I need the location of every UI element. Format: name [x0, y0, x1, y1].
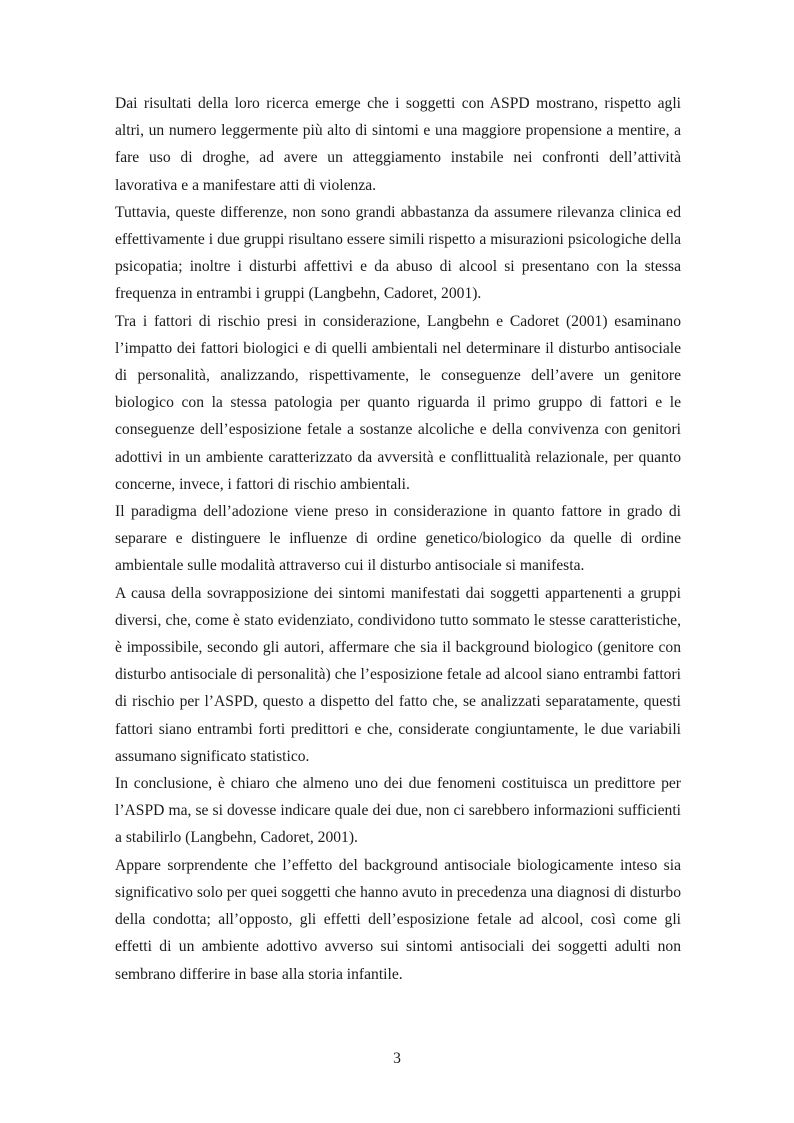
paragraph-differences: Tuttavia, queste differenze, non sono grandi abbastanza da assumere rilevanza clinica ed effettivamente i due gruppi risultano essere simili rispetto a misurazioni psicologiche della psicopatia; inoltre i disturbi affettivi e da abuso di alcool si presentano con la stessa frequenza in entrambi i gruppi (Langbehn, Cadoret, 2001). — [115, 203, 681, 303]
body-text — [115, 90, 681, 988]
paragraph-adoption-paradigm: Il paradigma dell’adozione viene preso in considerazione in quanto fattore in grado di separare e distinguere le influenze di ordine genetico/biologico da quelle di ordine ambientale sulle modalità attraverso cui il disturbo antisociale si manifesta. — [115, 503, 681, 575]
paragraph-biological-background: Appare sorprendente che l’effetto del background antisociale biologicamente inteso sia significativo solo per quei soggetti che hanno avuto in precedenza una diagnosi di disturbo della condotta; all’opposto, gli effetti dell’esposizione fetale ad alcool, così come gli effetti di un ambiente adottivo avverso sui sintomi antisociali dei soggetti adulti non sembrano differire in base alla storia infantile. — [115, 856, 681, 983]
paragraph-symptom-overlap: A causa della sovrapposizione dei sintomi manifestati dai soggetti appartenenti a gruppi diversi, che, come è stato evidenziato, condividono tutto sommato le stesse caratteristiche, è impossibile, secondo gli autori, affermare che sia il background biologico (genitore con disturbo antisociale di personalità) che l’esposizione fetale ad alcool siano entrambi fattori di rischio per l’ASPD, questo a dispetto del fatto che, se analizzati separatamente, questi fattori siano entrambi forti predittori e che, considerate congiuntamente, le due variabili assumano significato statistico. — [115, 584, 681, 765]
paragraph-conclusion: In conclusione, è chiaro che almeno uno dei due fenomeni costituisca un predittore per l’ASPD ma, se si dovesse indicare quale dei due, non ci sarebbero informazioni sufficienti a stabilirlo (Langbehn, Cadoret, 2001). — [115, 775, 681, 847]
page-number: 3 — [393, 1050, 401, 1067]
paragraph-aspd-findings: Dai risultati della loro ricerca emerge che i soggetti con ASPD mostrano, rispetto agli altri, un numero leggermente più alto di sintomi e una maggiore propensione a mentire, a fare uso di droghe, ad avere un atteggiamento instabile nei confronti dell’attività lavorativa e a manifestare atti di violenza. — [115, 95, 681, 194]
paragraph-risk-factors: Tra i fattori di rischio presi in considerazione, Langbehn e Cadoret (2001) esaminano l’impatto dei fattori biologici e di quelli ambientali nel determinare il disturbo antisociale di personalità, analizzando, rispettivamente, le conseguenze dell’avere un genitore biologico con la stessa patologia per quanto riguarda il primo gruppo di fattori e le conseguenze dell’esposizione fetale a sostanze alcoliche e della convivenza con genitori adottivi in un ambiente caratterizzato da avversità e conflittualità relazionale, per quanto concerne, invece, i fattori di rischio ambientali. — [115, 312, 681, 493]
